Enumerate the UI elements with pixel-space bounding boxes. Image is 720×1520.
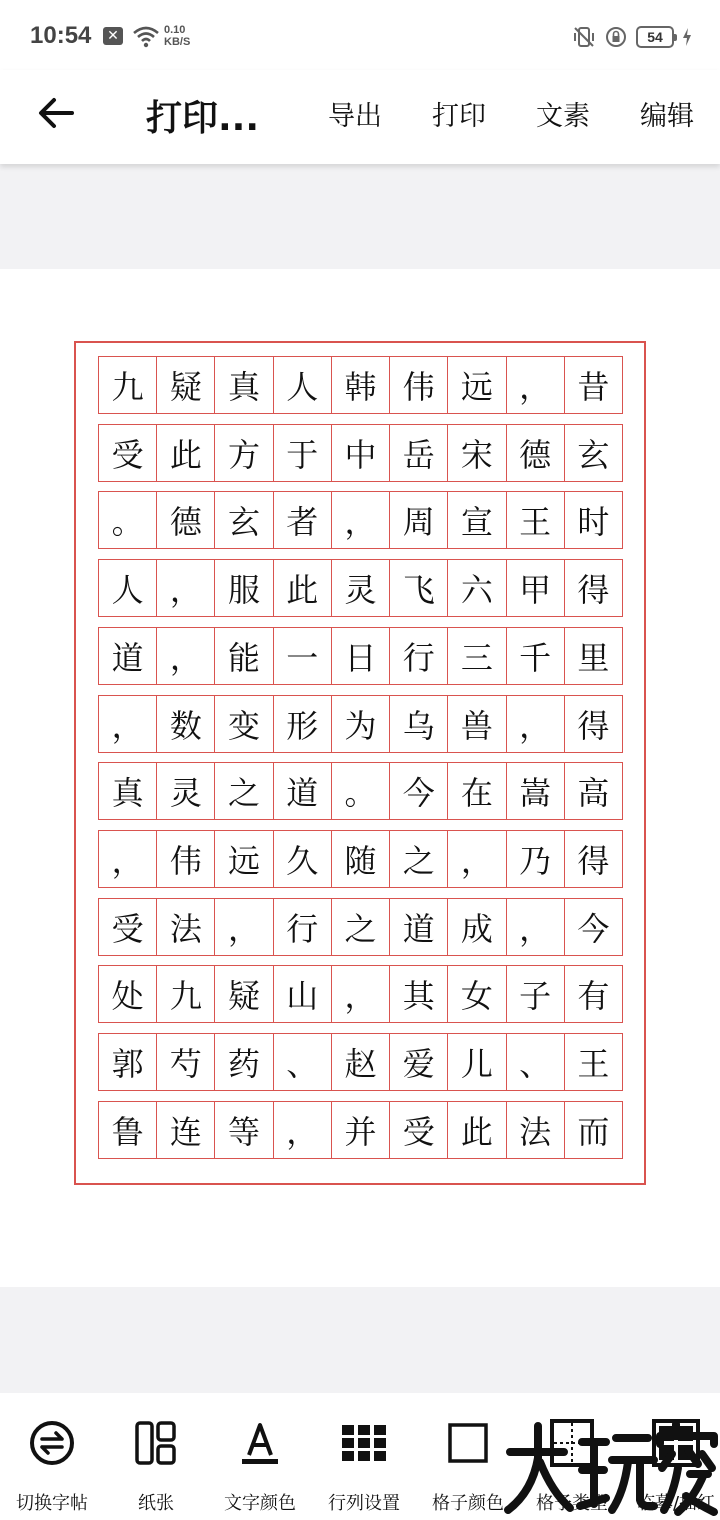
grid-cell: 女 — [448, 966, 506, 1022]
grid-cell: 行 — [274, 899, 332, 955]
grid-row — [98, 559, 623, 617]
grid-cell: 中 — [332, 425, 390, 481]
grid-cell: 方 — [215, 425, 273, 481]
tool-label: 格子颜色 — [432, 1493, 504, 1514]
grid-cell: 兽 — [448, 696, 506, 752]
grid-cell: 爱 — [390, 1034, 448, 1090]
grid-cell: 药 — [215, 1034, 273, 1090]
grid-cell: 韩 — [332, 357, 390, 413]
grid-cell: 千 — [507, 628, 565, 684]
grid-cell: 在 — [448, 763, 506, 819]
tool-label: 临摹/描红 — [636, 1493, 716, 1514]
grid-cell: ， — [507, 696, 565, 752]
grid-cell: 而 — [565, 1102, 623, 1158]
grid-row — [98, 627, 623, 685]
grid-cell: 今 — [390, 763, 448, 819]
grid-cell: 一 — [274, 628, 332, 684]
grid-cell: 赵 — [332, 1034, 390, 1090]
grid-cell: 远 — [448, 357, 506, 413]
text-color-button[interactable] — [208, 1393, 312, 1520]
grid-cell: 里 — [565, 628, 623, 684]
x-box-icon: ✕ — [103, 27, 123, 45]
grid-row — [98, 491, 623, 549]
grid-cell: 并 — [332, 1102, 390, 1158]
grid-cell: 人 — [274, 357, 332, 413]
paper-button[interactable] — [104, 1393, 208, 1520]
grid-cell: 宣 — [448, 492, 506, 548]
grid-cell: ， — [274, 1102, 332, 1158]
grid-row — [98, 356, 623, 414]
grid-row — [98, 965, 623, 1023]
grid-cell: 王 — [565, 1034, 623, 1090]
grid-cell: 处 — [99, 966, 157, 1022]
grid-cell: 王 — [507, 492, 565, 548]
print-button[interactable]: 打印 — [432, 101, 486, 132]
grid-cell: 成 — [448, 899, 506, 955]
grid-cell: 之 — [215, 763, 273, 819]
grid-cell: 、 — [274, 1034, 332, 1090]
text-source-button[interactable]: 文素 — [536, 101, 590, 132]
grid-cell: ， — [157, 560, 215, 616]
grid-cell: 山 — [274, 966, 332, 1022]
grid-cell: 今 — [565, 899, 623, 955]
square-icon — [442, 1417, 494, 1469]
switch-icon — [26, 1417, 78, 1469]
copybook-paper — [0, 269, 720, 1287]
grid-cell: 法 — [157, 899, 215, 955]
grid-cell: 变 — [215, 696, 273, 752]
grid-cell: 此 — [274, 560, 332, 616]
grid-row — [98, 1101, 623, 1159]
grid-cell: 形 — [274, 696, 332, 752]
app-toolbar — [0, 70, 720, 164]
grid-row — [98, 830, 623, 888]
grid-cell: 疑 — [157, 357, 215, 413]
grid-cell: 。 — [332, 763, 390, 819]
vibrate-icon — [572, 25, 596, 49]
grid-cell: 德 — [507, 425, 565, 481]
grid-cell: 受 — [99, 425, 157, 481]
grid-cell: 得 — [565, 696, 623, 752]
page-title: 打印... — [146, 98, 260, 139]
rotation-lock-icon — [604, 25, 628, 49]
grid-row — [98, 762, 623, 820]
grid-cell: 受 — [390, 1102, 448, 1158]
grid-cell: 真 — [99, 763, 157, 819]
grid-cell: ， — [507, 899, 565, 955]
row-column-settings-button[interactable] — [312, 1393, 416, 1520]
grid-cell: ， — [332, 966, 390, 1022]
grid-row — [98, 1033, 623, 1091]
grid-cell: 子 — [507, 966, 565, 1022]
grid-cell: 昔 — [565, 357, 623, 413]
grid-cell: 九 — [157, 966, 215, 1022]
grid-cell: 真 — [215, 357, 273, 413]
edit-button[interactable]: 编辑 — [640, 101, 694, 132]
status-time: 10:54 — [30, 22, 92, 49]
grid-cell: 飞 — [390, 560, 448, 616]
grid-cell: 连 — [157, 1102, 215, 1158]
tool-label: 文字颜色 — [224, 1493, 296, 1514]
grid-cell: 甲 — [507, 560, 565, 616]
grid-cell: 随 — [332, 831, 390, 887]
text-color-icon — [234, 1417, 286, 1469]
grid-cell: 疑 — [215, 966, 273, 1022]
grid-cell: 岳 — [390, 425, 448, 481]
grid-cell: 道 — [99, 628, 157, 684]
grid-cell: 为 — [332, 696, 390, 752]
tool-label: 行列设置 — [328, 1493, 400, 1514]
grid-cell: ， — [157, 628, 215, 684]
grid-cell: 玄 — [215, 492, 273, 548]
charging-icon — [682, 27, 692, 47]
grid-cell: 乃 — [507, 831, 565, 887]
grid-cell: 数 — [157, 696, 215, 752]
back-arrow-icon[interactable] — [32, 88, 82, 138]
grid-cell: 。 — [99, 492, 157, 548]
grid-cell: 道 — [274, 763, 332, 819]
grid-cell: 芍 — [157, 1034, 215, 1090]
grid-cell: 乌 — [390, 696, 448, 752]
grid-cell: 行 — [390, 628, 448, 684]
grid-cell: ， — [215, 899, 273, 955]
grid-cell: 德 — [157, 492, 215, 548]
network-speed-value: 0.10 — [164, 24, 186, 36]
grid-row — [98, 898, 623, 956]
grid-cell: ， — [99, 696, 157, 752]
paper-layout-icon — [130, 1417, 182, 1469]
tool-label: 纸张 — [138, 1493, 174, 1514]
grid-cell: 之 — [332, 899, 390, 955]
grid-cell: 久 — [274, 831, 332, 887]
grid-cell: 三 — [448, 628, 506, 684]
network-speed — [164, 24, 190, 48]
grid-cell: 九 — [99, 357, 157, 413]
export-button[interactable]: 导出 — [328, 101, 382, 132]
grid-cell: 受 — [99, 899, 157, 955]
watermark-logo — [502, 1412, 720, 1520]
grid-cell: ， — [448, 831, 506, 887]
status-icons — [572, 24, 692, 50]
grid-cell: ， — [332, 492, 390, 548]
tool-label: 切换字帖 — [16, 1493, 88, 1514]
switch-copybook-button[interactable] — [0, 1393, 104, 1520]
grid-cell: 其 — [390, 966, 448, 1022]
grid-cell: 得 — [565, 831, 623, 887]
grid-cell: ， — [507, 357, 565, 413]
grid-cell: ， — [99, 831, 157, 887]
grid-cell: 法 — [507, 1102, 565, 1158]
grid-cell: 嵩 — [507, 763, 565, 819]
grid-cell: 能 — [215, 628, 273, 684]
grid-rows-icon — [338, 1417, 390, 1469]
grid-cell: 儿 — [448, 1034, 506, 1090]
grid-cell: 于 — [274, 425, 332, 481]
grid-cell: 此 — [157, 425, 215, 481]
network-speed-unit: KB/S — [164, 36, 191, 48]
grid-cell: 人 — [99, 560, 157, 616]
grid-cell: 郭 — [99, 1034, 157, 1090]
grid-cell: 服 — [215, 560, 273, 616]
grid-cell: 道 — [390, 899, 448, 955]
grid-cell: 玄 — [565, 425, 623, 481]
grid-cell: 六 — [448, 560, 506, 616]
grid-cell: 有 — [565, 966, 623, 1022]
grid-row — [98, 424, 623, 482]
status-bar — [0, 0, 720, 70]
grid-row — [98, 695, 623, 753]
grid-cell: 灵 — [157, 763, 215, 819]
battery-indicator: 54 — [636, 26, 674, 48]
wifi-icon — [132, 24, 160, 48]
grid-cell: 等 — [215, 1102, 273, 1158]
grid-cell: 、 — [507, 1034, 565, 1090]
grid-cell: 时 — [565, 492, 623, 548]
grid-cell: 伟 — [157, 831, 215, 887]
grid-cell: 得 — [565, 560, 623, 616]
grid-cell: 者 — [274, 492, 332, 548]
grid-cell: 日 — [332, 628, 390, 684]
grid-cell: 此 — [448, 1102, 506, 1158]
grid-cell: 灵 — [332, 560, 390, 616]
grid-cell: 宋 — [448, 425, 506, 481]
grid-cell: 远 — [215, 831, 273, 887]
grid-cell: 鲁 — [99, 1102, 157, 1158]
grid-cell: 周 — [390, 492, 448, 548]
grid-cell: 伟 — [390, 357, 448, 413]
grid-cell: 高 — [565, 763, 623, 819]
tool-label: 格子类型 — [536, 1493, 608, 1514]
grid-cell: 之 — [390, 831, 448, 887]
